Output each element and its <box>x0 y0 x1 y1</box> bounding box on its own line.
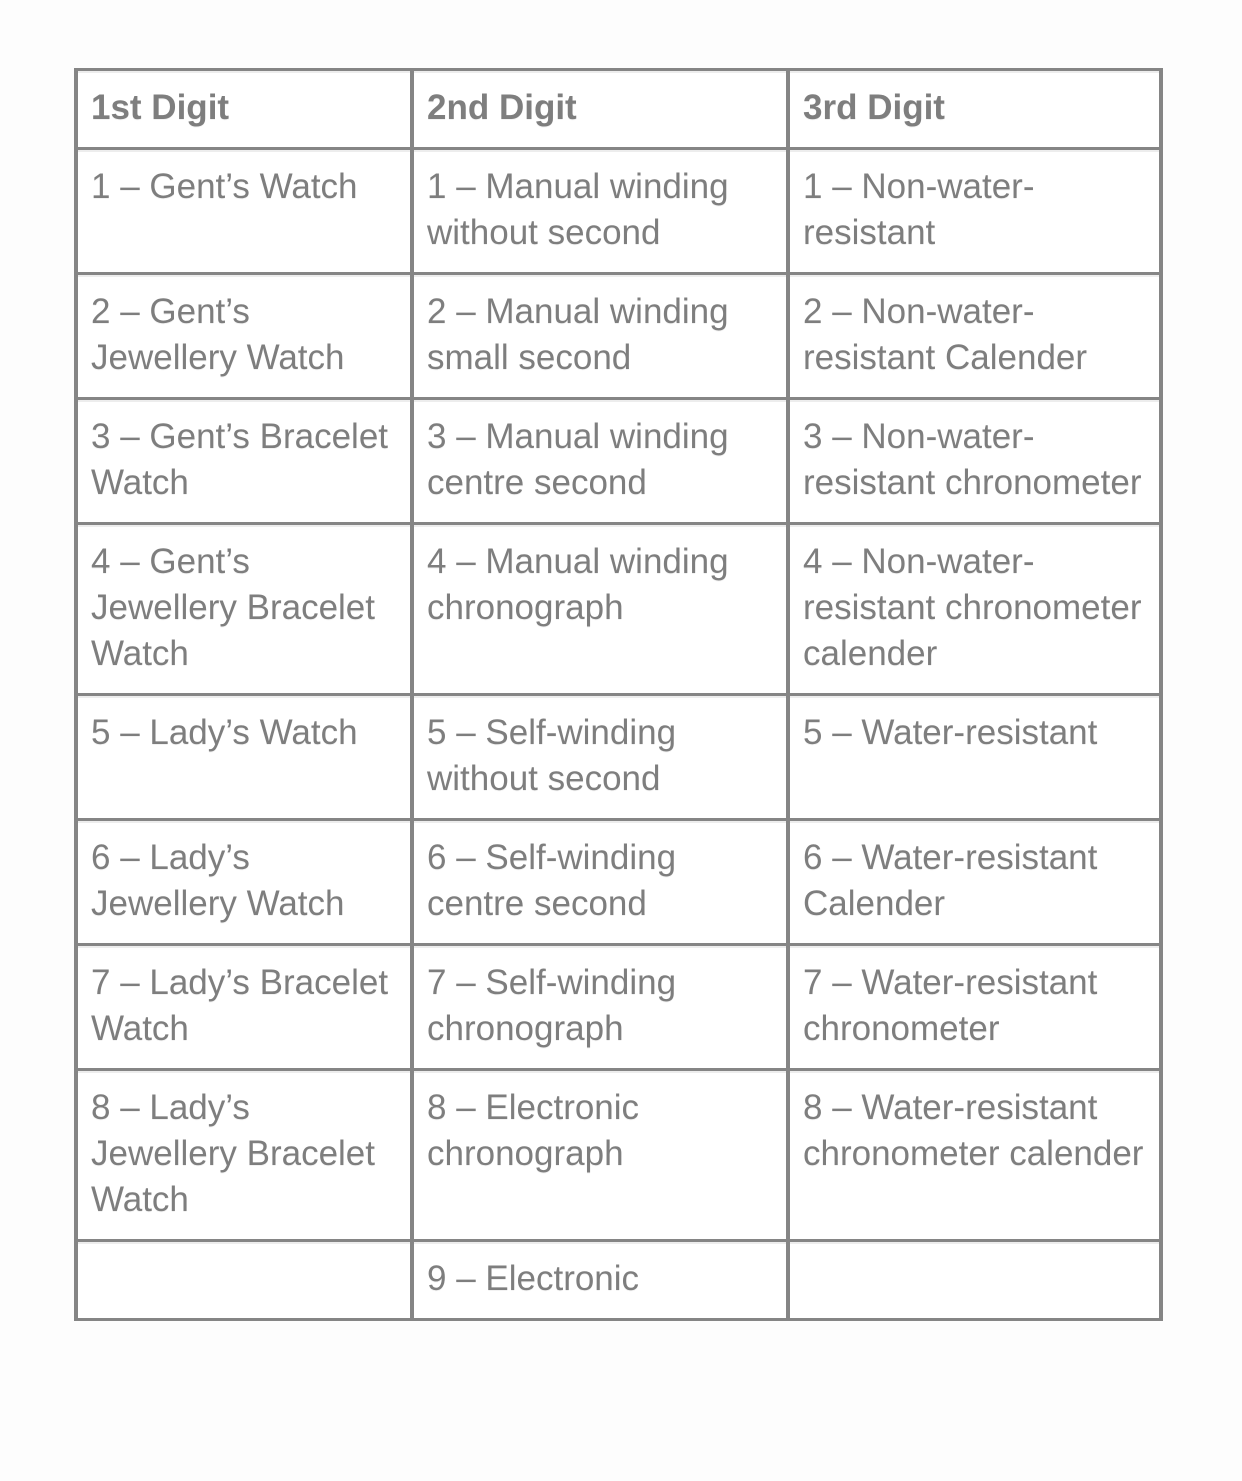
table-cell: 2 – Manual winding small second <box>412 274 788 399</box>
header-row <box>76 70 1161 149</box>
table-cell: 6 – Water-resistant Calender <box>788 820 1161 945</box>
table-cell: 5 – Self-winding without second <box>412 695 788 820</box>
table-cell: 1 – Manual winding without second <box>412 149 788 274</box>
table-cell: 7 – Water-resistant chronometer <box>788 945 1161 1070</box>
table-cell: 3 – Manual winding centre second <box>412 399 788 524</box>
table-row <box>76 695 1161 820</box>
table-cell: 5 – Water-resistant <box>788 695 1161 820</box>
table-row <box>76 524 1161 695</box>
table-cell: 4 – Gent’s Jewellery Bracelet Watch <box>76 524 412 695</box>
table-cell: 7 – Self-winding chronograph <box>412 945 788 1070</box>
table-cell: 1 – Gent’s Watch <box>76 149 412 274</box>
table-row <box>76 399 1161 524</box>
table-cell: 8 – Water-resistant chronometer calender <box>788 1070 1161 1241</box>
table-row <box>76 1241 1161 1320</box>
table-cell: 3 – Non-water-resistant chronometer <box>788 399 1161 524</box>
table-row <box>76 149 1161 274</box>
table-cell: 3 – Gent’s Bracelet Watch <box>76 399 412 524</box>
table-cell: 6 – Self-winding centre second <box>412 820 788 945</box>
table-cell: 2 – Non-water-resistant Calender <box>788 274 1161 399</box>
table-cell: 6 – Lady’s Jewellery Watch <box>76 820 412 945</box>
table-cell: 4 – Manual winding chronograph <box>412 524 788 695</box>
column-header-1st-digit: 1st Digit <box>76 70 412 149</box>
column-header-3rd-digit: 3rd Digit <box>788 70 1161 149</box>
table-cell: 1 – Non-water-resistant <box>788 149 1161 274</box>
table-row <box>76 274 1161 399</box>
table-cell: 4 – Non-water-resistant chronometer calender <box>788 524 1161 695</box>
table-cell: 7 – Lady’s Bracelet Watch <box>76 945 412 1070</box>
table-cell <box>788 1241 1161 1320</box>
table-cell: 9 – Electronic <box>412 1241 788 1320</box>
table-row <box>76 820 1161 945</box>
table-cell: 5 – Lady’s Watch <box>76 695 412 820</box>
table-row <box>76 945 1161 1070</box>
table-cell <box>76 1241 412 1320</box>
table-cell: 8 – Electronic chronograph <box>412 1070 788 1241</box>
table-row <box>76 1070 1161 1241</box>
column-header-2nd-digit: 2nd Digit <box>412 70 788 149</box>
table-cell: 2 – Gent’s Jewellery Watch <box>76 274 412 399</box>
watch-code-table <box>74 68 1163 1321</box>
table-cell: 8 – Lady’s Jewellery Bracelet Watch <box>76 1070 412 1241</box>
